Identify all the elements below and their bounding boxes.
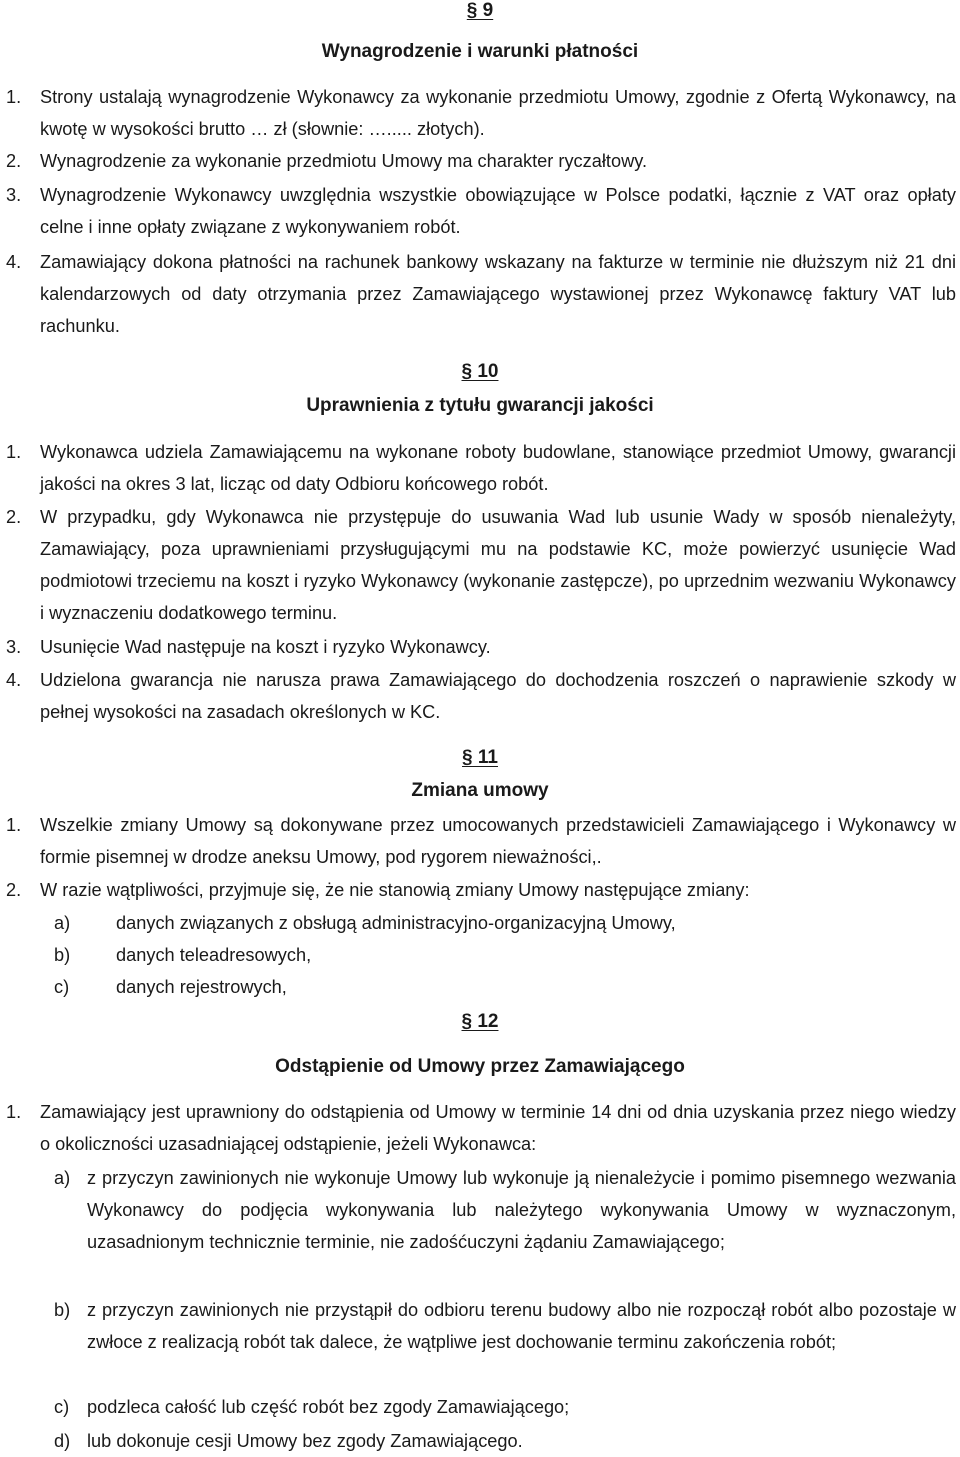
item-number: 1.: [6, 815, 22, 835]
s11-subitem-a: [54, 907, 956, 939]
s12-subitem-c: [54, 1391, 956, 1423]
section-12-title: Odstąpienie od Umowy przez Zamawiającego: [275, 1056, 685, 1077]
subitem-label: c): [54, 977, 70, 997]
s9-item-2: [6, 145, 956, 177]
subitem-text: z przyczyn zawinionych nie wykonuje Umowy lub wykonuje ją nienależycie i pomimo pisemnego wezwania Wykonawcy do podjęcia wykonywania lub należytego wykonywania Umowy w wyznaczonym, uzasadnionym technicznie terminie, nie zadośćuczyni żądaniu Zamawiającego;: [87, 1168, 956, 1252]
s12-item-1: [6, 1096, 956, 1160]
subitem-label: c): [54, 1397, 70, 1417]
section-11-mark: § 11: [462, 747, 498, 768]
item-text: Wynagrodzenie Wykonawcy uwzględnia wszystkie obowiązujące w Polsce podatki, łącznie z VAT oraz opłaty celne i inne opłaty związane z wykonywaniem robót.: [40, 185, 956, 237]
s10-item-3: [6, 631, 956, 663]
item-number: 2.: [6, 880, 22, 900]
subitem-label: a): [54, 1168, 71, 1188]
subitem-text: danych teleadresowych,: [116, 945, 312, 965]
item-number: 3.: [6, 185, 22, 205]
s11-item-1: [6, 809, 956, 873]
item-number: 2.: [6, 151, 22, 171]
item-number: 4.: [6, 670, 22, 690]
item-text: Zamawiający dokona płatności na rachunek bankowy wskazany na fakturze w terminie nie dłuższym niż 21 dni kalendarzowych od daty otrzymania przez Zamawiającego wystawionej przez Wykonawcę faktury VAT lub rachunku.: [40, 252, 956, 336]
subitem-label: b): [54, 945, 71, 965]
item-text: Wszelkie zmiany Umowy są dokonywane przez umocowanych przedstawicieli Zamawiającego i Wykonawcy w formie pisemnej w drodze aneksu Umowy, pod rygorem nieważności,.: [40, 815, 956, 867]
section-12-mark: § 12: [461, 1011, 499, 1032]
subitem-text: danych rejestrowych,: [116, 977, 287, 997]
item-text: Wynagrodzenie za wykonanie przedmiotu Umowy ma charakter ryczałtowy.: [40, 151, 647, 171]
section-9-mark: § 9: [466, 0, 494, 21]
item-number: 2.: [6, 507, 22, 527]
s12-subitem-b: [54, 1294, 956, 1358]
subitem-text: danych związanych z obsługą administracyjno-organizacyjną Umowy,: [116, 913, 676, 933]
item-number: 4.: [6, 252, 22, 272]
s10-item-2: [6, 501, 956, 629]
section-9-title: Wynagrodzenie i warunki płatności: [321, 41, 639, 62]
item-text: Wykonawca udziela Zamawiającemu na wykonane roboty budowlane, stanowiące przedmiot Umowy, gwarancji jakości na okres 3 lat, licząc od daty Odbioru końcowego robót.: [40, 442, 956, 494]
s10-item-4: [6, 664, 956, 728]
subitem-label: b): [54, 1300, 71, 1320]
item-text: Usunięcie Wad następuje na koszt i ryzyko Wykonawcy.: [40, 637, 491, 657]
s12-subitem-d: [54, 1425, 956, 1457]
subitem-label: d): [54, 1431, 71, 1451]
s9-item-4: [6, 246, 956, 342]
item-number: 1.: [6, 1102, 22, 1122]
section-10-mark: § 10: [461, 361, 499, 382]
item-text: Zamawiający jest uprawniony do odstąpienia od Umowy w terminie 14 dni od dnia uzyskania przez niego wiedzy o okoliczności uzasadniającej odstąpienie, jeżeli Wykonawca:: [40, 1102, 956, 1154]
subitem-text: podzleca całość lub część robót bez zgody Zamawiającego;: [87, 1397, 570, 1417]
s11-item-2: [6, 874, 956, 906]
s9-item-3: [6, 179, 956, 243]
subitem-text: z przyczyn zawinionych nie przystąpił do odbioru terenu budowy albo nie rozpoczął robót albo pozostaje w zwłoce z realizacją robót tak dalece, że wątpliwe jest dochowanie terminu zakończenia robót;: [87, 1300, 956, 1352]
s9-item-1: [6, 81, 956, 145]
section-10-title: Uprawnienia z tytułu gwarancji jakości: [306, 395, 654, 416]
item-text: Udzielona gwarancja nie narusza prawa Zamawiającego do dochodzenia roszczeń o naprawienie szkody w pełnej wysokości na zasadach określonych w KC.: [40, 670, 956, 722]
subitem-text: lub dokonuje cesji Umowy bez zgody Zamawiającego.: [87, 1431, 523, 1451]
s11-subitem-c: [54, 971, 956, 1003]
item-text: Strony ustalają wynagrodzenie Wykonawcy za wykonanie przedmiotu Umowy, zgodnie z Ofertą Wykonawcy, na kwotę w wysokości brutto … zł (słownie: …..... złotych).: [40, 87, 956, 139]
s12-subitem-a: [54, 1162, 956, 1258]
section-11-title: Zmiana umowy: [411, 780, 549, 801]
s10-item-1: [6, 436, 956, 500]
item-number: 1.: [6, 442, 22, 462]
s11-subitem-b: [54, 939, 956, 971]
item-text: W przypadku, gdy Wykonawca nie przystępuje do usuwania Wad lub usunie Wady w sposób nienależyty, Zamawiający, poza uprawnieniami przysługującymi mu na podstawie KC, może powierzyć usunięcie Wad podmiotowi trzeciemu na koszt i ryzyko Wykonawcy (wykonanie zastępcze), po uprzednim wezwaniu Wykonawcy i wyznaczeniu dodatkowego terminu.: [40, 507, 956, 623]
item-text: W razie wątpliwości, przyjmuje się, że nie stanowią zmiany Umowy następujące zmiany:: [40, 880, 750, 900]
item-number: 1.: [6, 87, 22, 107]
item-number: 3.: [6, 637, 22, 657]
subitem-label: a): [54, 913, 71, 933]
